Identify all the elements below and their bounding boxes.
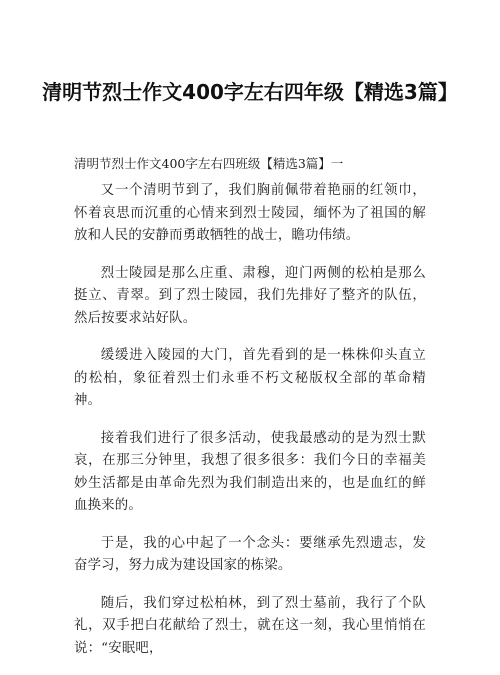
paragraph: 随后，我们穿过松柏林，到了烈士墓前，我行了个队礼，双手把白花献给了烈士，就在这一刻，我心里悄悄在说：“安眠吧， <box>74 595 426 656</box>
paragraph: 接着我们进行了很多活动，使我最感动的是为烈士默哀，在那三分钟里，我想了很多很多：我们今日的幸福美妙生活都是由革命先烈为我们制造出来的，也是血红的鲜血换来的。 <box>74 430 426 513</box>
paragraph: 缓缓进入陵园的大门，首先看到的是一株株仰头直立的松柏，象征着烈士们永垂不朽文秘版权全部的革命精神。 <box>74 348 426 408</box>
document-body <box>74 180 426 675</box>
paragraph: 于是，我的心中起了一个念头：要继承先烈遗志，发奋学习，努力成为建设国家的栋梁。 <box>74 535 426 573</box>
paragraph: 烈士陵园是那么庄重、肃穆，迎门两侧的松柏是那么挺立、青翠。到了烈士陵园，我们先排好了整齐的队伍，然后按要求站好队。 <box>74 265 426 326</box>
document-subtitle: 清明节烈士作文400字左右四班级【精选3篇】一 <box>74 156 344 171</box>
paragraph: 又一个清明节到了，我们胸前佩带着艳丽的红领巾，怀着哀思而沉重的心情来到烈士陵园，缅怀为了祖国的解放和人民的安静而勇敢牺牲的战士，瞻功伟绩。 <box>74 183 426 243</box>
document-title: 清明节烈士作文400字左右四年级【精选3篇】 <box>42 80 458 104</box>
